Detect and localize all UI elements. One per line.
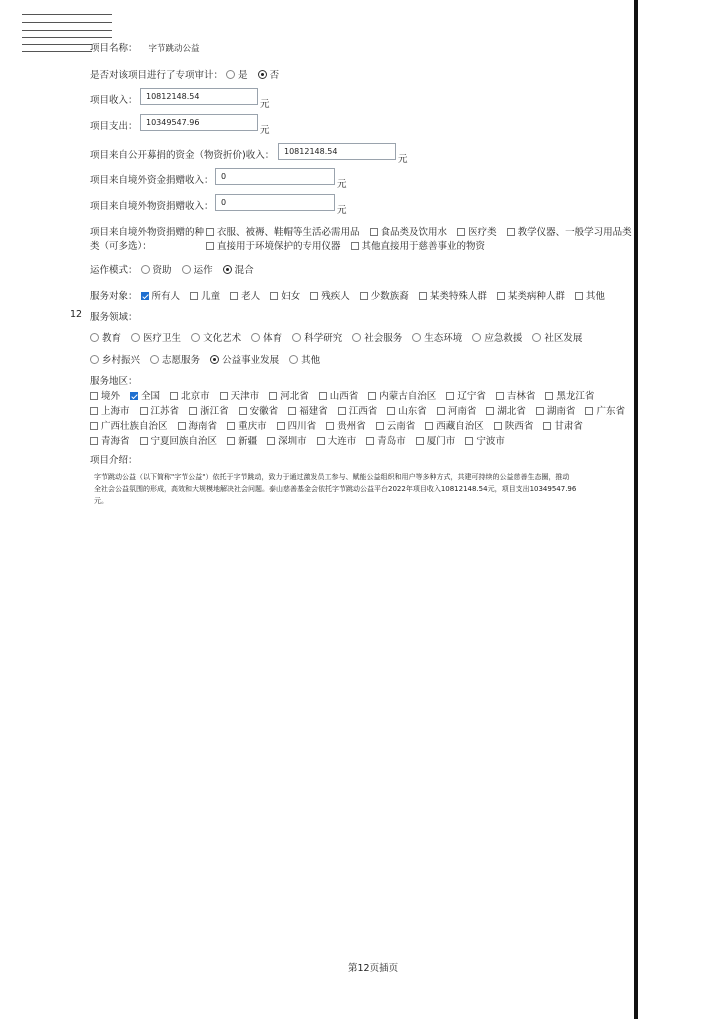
goods-types-row2 [206,238,485,252]
region-option: 辽宁省 [457,391,486,402]
region-option: 湖南省 [546,406,576,417]
region-option: 广东省 [596,406,625,417]
service-regions-row2 [90,403,625,417]
income-field[interactable]: 10812148.54 [140,88,258,105]
region-checkbox[interactable] [387,407,395,415]
region-checkbox[interactable] [536,407,544,415]
field-radio[interactable] [210,355,219,364]
region-option: 青海省 [101,436,130,447]
foreign-fund-unit: 元 [337,179,347,190]
region-checkbox[interactable] [227,422,235,430]
target-option: 残疾人 [321,291,350,302]
intro-line: 元。 [94,497,108,505]
field-radio[interactable] [251,333,260,342]
region-option: 青岛市 [377,436,406,447]
project-name-row [90,40,200,54]
region-checkbox[interactable] [189,407,197,415]
region-checkbox[interactable] [486,407,494,415]
field-radio[interactable] [90,355,99,364]
region-checkbox[interactable] [269,392,277,400]
operation-radio[interactable] [141,265,150,274]
operation-option: 混合 [234,265,254,276]
region-checkbox[interactable] [90,437,98,445]
region-checkbox[interactable] [140,407,148,415]
service-targets-row [90,288,605,302]
side-page-number: 12 [70,309,83,320]
goods-types-label-line1: 项目来自境外物资捐赠的种 [90,227,205,238]
goods-checkbox[interactable] [206,228,214,236]
field-radio[interactable] [412,333,421,342]
public-fund-field[interactable]: 10812148.54 [278,143,396,160]
region-option: 全国 [141,391,161,402]
region-checkbox[interactable] [317,437,325,445]
service-regions-row3 [90,418,583,432]
region-option: 新疆 [238,436,258,447]
region-option: 浙江省 [200,406,229,417]
operation-radio[interactable] [223,265,232,274]
region-option: 黑龙江省 [556,391,595,402]
audit-no-label: 否 [269,70,280,81]
field-option: 文化艺术 [203,333,242,344]
goods-option: 教学仪器、一般学习用品类 [517,227,632,238]
region-option: 安徽省 [249,406,279,417]
region-checkbox[interactable] [425,422,433,430]
field-option: 应急救援 [484,333,523,344]
service-regions-row4 [90,433,505,447]
scan-line [22,51,92,52]
target-option: 老人 [241,291,261,302]
field-option: 体育 [263,333,283,344]
goods-checkbox[interactable] [206,242,214,250]
region-option: 江西省 [348,406,378,417]
region-checkbox[interactable] [288,407,296,415]
service-regions-label: 服务地区： [90,376,138,387]
region-option: 河南省 [447,406,477,417]
expense-field[interactable]: 10349547.96 [140,114,258,131]
audit-label: 是否对该项目进行了专项审计： [90,70,224,81]
field-option: 公益事业发展 [222,355,280,366]
region-checkbox[interactable] [178,422,186,430]
target-checkbox[interactable] [360,292,368,300]
project-name-value: 字节跳动公益 [148,44,200,54]
audit-yes-radio[interactable] [226,70,235,79]
expense-unit: 元 [260,125,270,136]
target-checkbox[interactable] [575,292,583,300]
field-radio[interactable] [472,333,481,342]
foreign-goods-unit: 元 [337,205,347,216]
target-option: 某类病种人群 [507,291,565,302]
target-checkbox[interactable] [419,292,427,300]
target-option: 其他 [585,291,605,302]
region-checkbox[interactable] [239,407,247,415]
goods-option: 其他直接用于慈善事业的物资 [361,241,486,252]
expense-label: 项目支出： [90,121,138,132]
target-checkbox[interactable] [310,292,318,300]
scan-line [22,37,112,38]
region-option: 吉林省 [506,391,536,402]
region-checkbox[interactable] [267,437,275,445]
region-checkbox[interactable] [319,392,327,400]
region-option: 陕西省 [504,421,534,432]
region-checkbox[interactable] [170,392,178,400]
field-option: 生态环境 [424,333,463,344]
region-option: 天津市 [230,391,260,402]
region-option: 四川省 [287,421,317,432]
intro-line: 字节跳动公益（以下简称"字节公益"）依托于字节跳动，致力于通过激发员工参与、赋能公益组织和用户等多种方式，共建可持续的公益慈善生态圈，推动 [94,473,570,481]
scan-edge-bar [634,0,638,1019]
region-checkbox[interactable] [338,407,346,415]
scan-line [22,30,112,31]
region-checkbox[interactable] [494,422,502,430]
region-checkbox[interactable] [368,392,376,400]
region-option: 江苏省 [150,406,180,417]
region-option: 厦门市 [426,436,456,447]
field-option: 其他 [301,355,321,366]
field-radio[interactable] [131,333,140,342]
target-checkbox[interactable] [270,292,278,300]
field-radio[interactable] [352,333,361,342]
field-radio[interactable] [191,333,200,342]
target-option: 所有人 [151,291,181,302]
target-option: 少数族裔 [370,291,409,302]
intro-line: 全社会公益氛围的形成，高效和大规模地解决社会问题。泰山慈善基金会依托字节跳动公益平台2022年项目收入10812148.54元，项目支出10349547.96 [94,485,577,493]
field-radio[interactable] [289,355,298,364]
operation-radio[interactable] [182,265,191,274]
foreign-fund-label: 项目来自境外资金捐赠收入： [90,175,214,186]
foreign-goods-field[interactable]: 0 [215,194,335,211]
field-radio[interactable] [150,355,159,364]
project-name-label: 项目名称： [90,43,138,54]
page-footer: 第12页插页 [348,963,399,974]
service-fields-label: 服务领域： [90,312,138,323]
goods-option: 直接用于环境保护的专用仪器 [217,241,341,252]
field-option: 教育 [102,333,122,344]
region-option: 云南省 [386,421,416,432]
region-option: 宁波市 [476,436,505,447]
region-checkbox[interactable] [220,392,228,400]
region-checkbox[interactable] [90,392,98,400]
field-option: 医疗卫生 [143,333,182,344]
region-option: 西藏自治区 [436,421,484,432]
scan-line [22,22,112,23]
goods-checkbox[interactable] [507,228,515,236]
region-option: 甘肃省 [554,421,583,432]
region-checkbox[interactable] [446,392,454,400]
region-checkbox[interactable] [416,437,424,445]
service-fields-row1 [90,330,582,344]
region-option: 广西壮族自治区 [101,421,168,432]
goods-option: 医疗类 [468,227,497,238]
region-option: 境外 [101,391,121,402]
region-checkbox[interactable] [227,437,235,445]
field-option: 社区发展 [544,333,583,344]
region-checkbox[interactable] [277,422,285,430]
region-checkbox[interactable] [90,422,98,430]
goods-checkbox[interactable] [370,228,378,236]
region-option: 宁夏回族自治区 [150,436,218,447]
field-option: 社会服务 [364,333,403,344]
audit-row [90,67,279,81]
region-checkbox[interactable] [326,422,334,430]
goods-types-row1 [206,224,632,238]
operation-label: 运作模式： [90,265,138,276]
service-regions-row1 [90,388,594,402]
operation-option: 运作 [193,265,213,276]
region-option: 深圳市 [278,436,307,447]
target-checkbox[interactable] [141,292,149,300]
region-checkbox[interactable] [376,422,384,430]
field-option: 科学研究 [304,333,343,344]
field-option: 乡村振兴 [102,355,141,366]
operation-row [90,262,254,276]
region-option: 贵州省 [337,421,366,432]
region-option: 河北省 [280,391,309,402]
region-checkbox[interactable] [543,422,551,430]
goods-checkbox[interactable] [457,228,465,236]
service-fields-row2 [90,352,320,366]
foreign-goods-label: 项目来自境外物资捐赠收入： [90,201,214,212]
field-radio[interactable] [532,333,541,342]
scan-line [22,14,112,15]
region-option: 内蒙古自治区 [379,391,437,402]
region-checkbox[interactable] [465,437,473,445]
region-checkbox[interactable] [140,437,148,445]
region-checkbox[interactable] [366,437,374,445]
goods-checkbox[interactable] [351,242,359,250]
audit-yes-label: 是 [238,70,248,81]
scan-line [22,44,92,45]
field-radio[interactable] [90,333,99,342]
public-fund-unit: 元 [398,154,408,165]
audit-no-radio[interactable] [258,70,267,79]
field-radio[interactable] [292,333,301,342]
target-option: 妇女 [281,291,301,302]
goods-types-label-line2: 类（可多选）： [90,241,152,252]
region-option: 福建省 [299,406,328,417]
operation-option: 资助 [152,265,172,276]
service-targets-label: 服务对象： [90,291,138,302]
region-option: 海南省 [188,421,218,432]
public-fund-label: 项目来自公开募捐的资金（物资折价)收入： [90,150,275,161]
region-option: 重庆市 [238,421,267,432]
goods-option: 食品类及饮用水 [380,227,448,238]
field-option: 志愿服务 [162,355,201,366]
region-option: 山东省 [398,406,427,417]
region-checkbox[interactable] [585,407,593,415]
income-label: 项目收入： [90,95,138,106]
target-option: 儿童 [201,291,221,302]
region-checkbox[interactable] [545,392,553,400]
foreign-fund-field[interactable]: 0 [215,168,335,185]
target-checkbox[interactable] [230,292,238,300]
region-option: 上海市 [101,406,130,417]
region-checkbox[interactable] [437,407,445,415]
region-checkbox[interactable] [90,407,98,415]
region-checkbox[interactable] [496,392,504,400]
region-option: 山西省 [329,391,359,402]
region-option: 大连市 [327,436,357,447]
target-checkbox[interactable] [497,292,505,300]
intro-text [94,471,576,507]
region-option: 湖北省 [497,406,526,417]
region-option: 北京市 [181,391,210,402]
region-checkbox[interactable] [130,392,138,400]
target-option: 某类特殊人群 [429,291,487,302]
intro-label: 项目介绍： [90,455,138,466]
income-unit: 元 [260,99,270,110]
goods-option: 衣服、被褥、鞋帽等生活必需用品 [217,227,360,238]
target-checkbox[interactable] [190,292,198,300]
